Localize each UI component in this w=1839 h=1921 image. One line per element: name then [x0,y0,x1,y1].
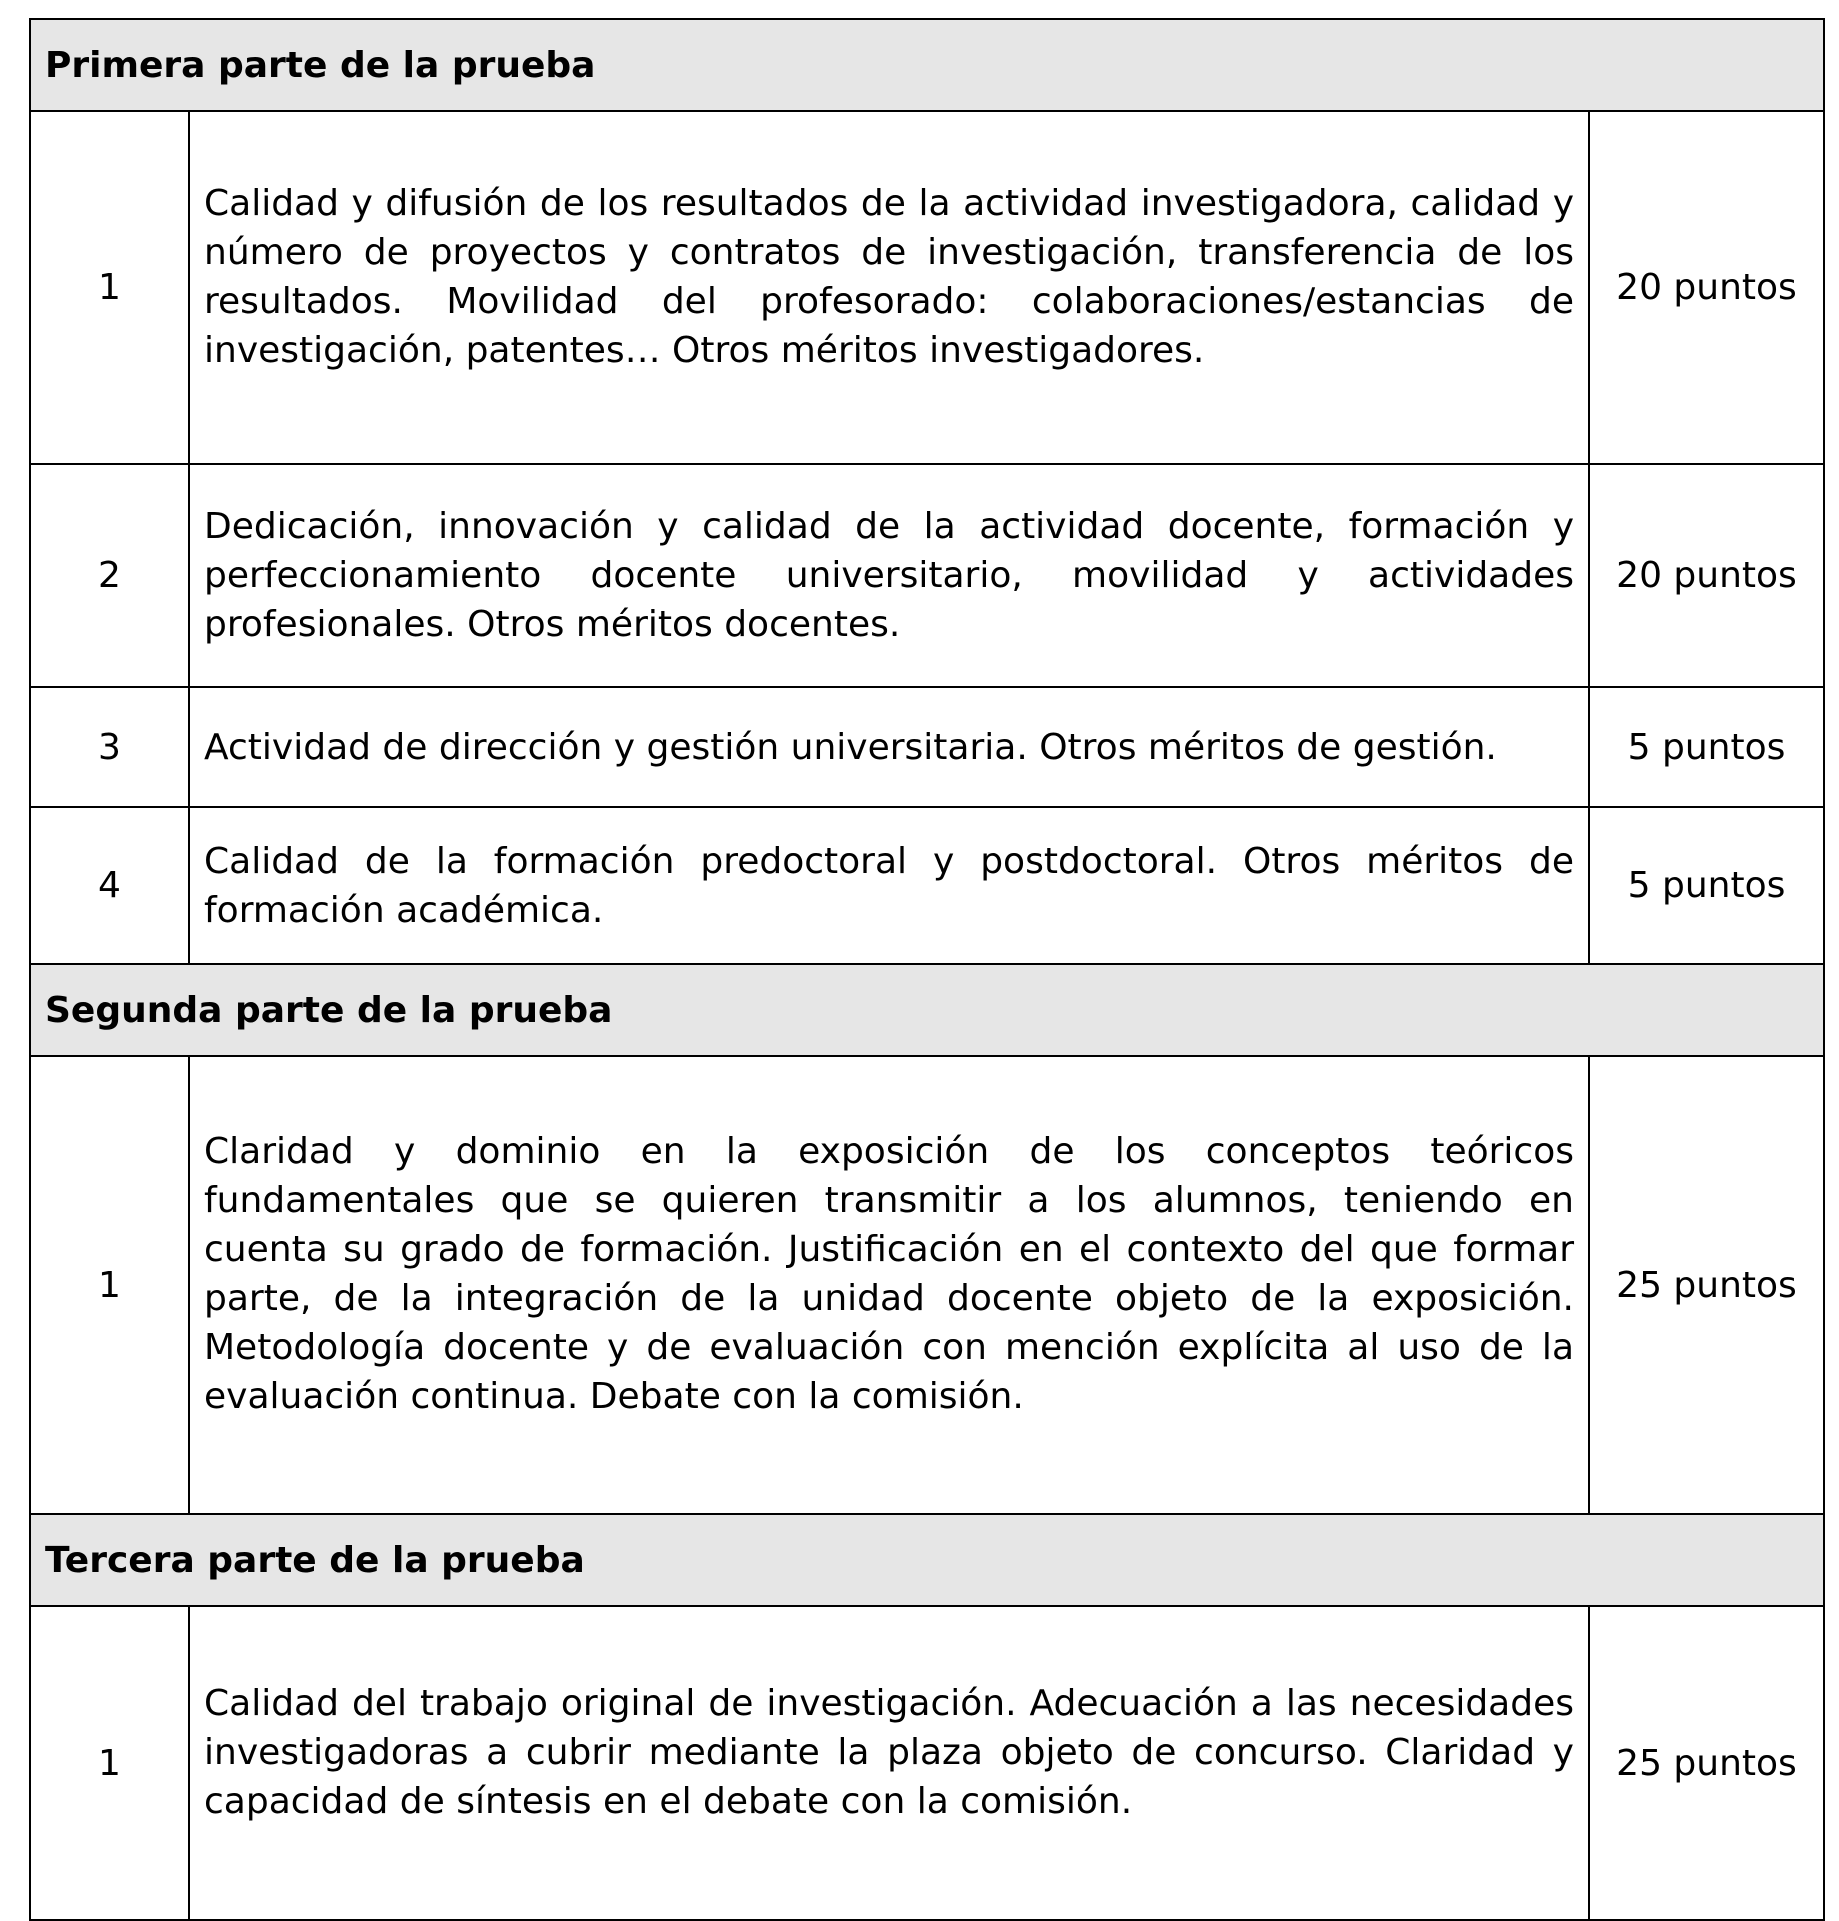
criterion-description: Dedicación, innovación y calidad de la actividad docente, formación y perfeccionamiento docente universitario, movilidad y actividades profesionales. Otros méritos docentes. [189,464,1589,687]
criteria-table [29,18,1825,1921]
criterion-points: 5 puntos [1589,687,1824,807]
table-row [30,1606,1824,1920]
section-header-tercera [30,1514,1824,1606]
criterion-description: Calidad de la formación predoctoral y postdoctoral. Otros méritos de formación académica. [189,807,1589,964]
criterion-number: 1 [30,1056,189,1514]
criterion-number: 1 [30,1606,189,1920]
criterion-number: 2 [30,464,189,687]
section-header-segunda [30,964,1824,1056]
table-row [30,687,1824,807]
section-title: Primera parte de la prueba [30,19,1824,111]
criterion-description: Claridad y dominio en la exposición de los conceptos teóricos fundamentales que se quieren transmitir a los alumnos, teniendo en cuenta su grado de formación. Justificación en el contexto del que formar parte, de la integración de la unidad docente objeto de la exposición. Metodología docente y de evaluación con mención explícita al uso de la evaluación continua. Debate con la comisión. [189,1056,1589,1514]
criterion-points: 5 puntos [1589,807,1824,964]
criterion-description: Calidad y difusión de los resultados de la actividad investigadora, calidad y número de proyectos y contratos de investigación, transferencia de los resultados. Movilidad del profesorado: colaboraciones/estancias de investigación, patentes… Otros méritos investigadores. [189,111,1589,464]
section-header-primera [30,19,1824,111]
criterion-points: 20 puntos [1589,464,1824,687]
criterion-points: 20 puntos [1589,111,1824,464]
table-row [30,111,1824,464]
table-row [30,1056,1824,1514]
criterion-number: 1 [30,111,189,464]
criterion-number: 3 [30,687,189,807]
section-title: Tercera parte de la prueba [30,1514,1824,1606]
criterion-number: 4 [30,807,189,964]
table-row [30,464,1824,687]
section-title: Segunda parte de la prueba [30,964,1824,1056]
criterion-points: 25 puntos [1589,1606,1824,1920]
criterion-description: Actividad de dirección y gestión universitaria. Otros méritos de gestión. [189,687,1589,807]
table-row [30,807,1824,964]
criterion-points: 25 puntos [1589,1056,1824,1514]
criterion-description: Calidad del trabajo original de investigación. Adecuación a las necesidades investigadoras a cubrir mediante la plaza objeto de concurso. Claridad y capacidad de síntesis en el debate con la comisión. [189,1606,1589,1920]
